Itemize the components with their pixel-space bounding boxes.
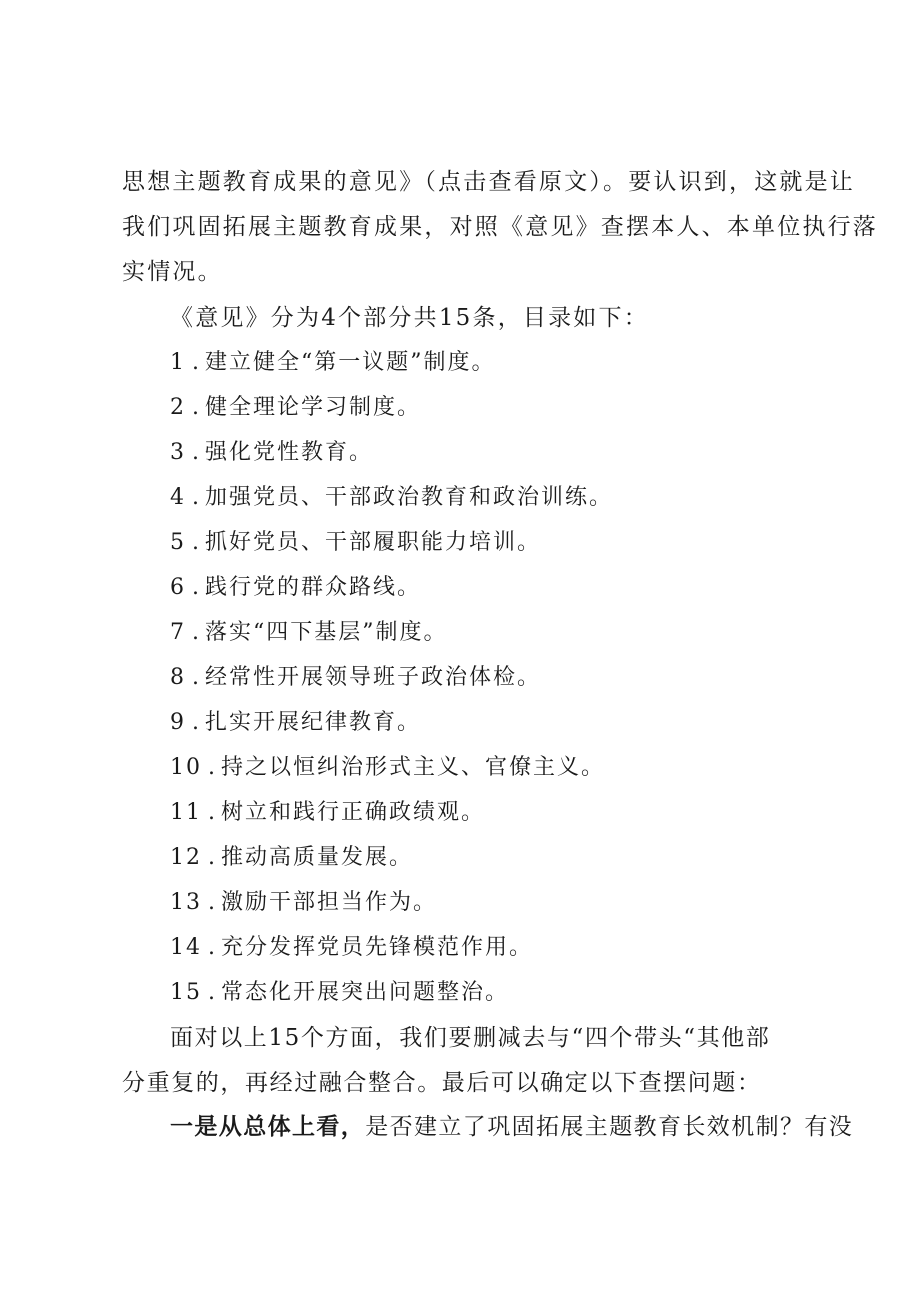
toc-item [170, 438, 373, 468]
toc-item-separator: . [208, 845, 217, 870]
toc-item-number: 13 [170, 890, 202, 915]
toc-item [170, 978, 509, 1008]
toc-item [170, 393, 421, 423]
toc-item-number: 12 [170, 845, 202, 870]
toc-item-separator: . [208, 980, 217, 1005]
toc-item [170, 933, 533, 963]
toc-item-number: 1 [170, 350, 186, 375]
toc-item-number: 9 [170, 710, 186, 735]
toc-item-text: 建立健全“第一议题”制度。 [205, 350, 496, 375]
toc-item-separator: . [192, 575, 201, 600]
toc-item-number: 2 [170, 395, 186, 420]
toc-item-number: 3 [170, 440, 186, 465]
toc-item-separator: . [208, 800, 217, 825]
toc-item-number: 14 [170, 935, 202, 960]
toc-item-separator: . [192, 485, 201, 510]
toc-item [170, 753, 605, 783]
toc-item [170, 798, 485, 828]
toc-item-text: 充分发挥党员先锋模范作用。 [221, 935, 534, 960]
toc-item [170, 708, 421, 738]
toc-item-text: 加强党员、干部政治教育和政治训练。 [205, 485, 614, 510]
toc-item-separator: . [192, 620, 201, 645]
toc-item [170, 618, 448, 648]
toc-item-number: 4 [170, 485, 186, 510]
intro-line-2: 我们巩固拓展主题教育成果，对照《意见》查摆本人、本单位执行落 [122, 214, 878, 240]
toc-item-number: 7 [170, 620, 186, 645]
toc-item-number: 6 [170, 575, 186, 600]
toc-item-text: 健全理论学习制度。 [205, 395, 422, 420]
after-line-1: 面对以上15个方面，我们要删减去与“四个带头“其他部 [170, 1025, 771, 1051]
toc-item-text: 落实“四下基层”制度。 [205, 620, 448, 645]
last-paragraph-rest: 是否建立了巩固拓展主题教育长效机制？有没 [365, 1114, 854, 1140]
toc-item-separator: . [192, 395, 201, 420]
toc-item [170, 663, 541, 693]
toc-item-text: 强化党性教育。 [205, 440, 374, 465]
toc-item-text: 激励干部担当作为。 [221, 890, 438, 915]
toc-item-separator: . [208, 755, 217, 780]
toc-item-separator: . [208, 890, 217, 915]
toc-item-number: 11 [170, 800, 202, 825]
toc-item-separator: . [192, 350, 201, 375]
toc-item-separator: . [192, 710, 201, 735]
toc-item-number: 15 [170, 980, 202, 1005]
toc-item-separator: . [208, 935, 217, 960]
toc-item-text: 经常性开展领导班子政治体检。 [205, 665, 542, 690]
last-paragraph-bold: 一是从总体上看， [170, 1113, 366, 1140]
toc-item-text: 扎实开展纪律教育。 [205, 710, 422, 735]
toc-item [170, 573, 421, 603]
toc-item-text: 树立和践行正确政绩观。 [221, 800, 486, 825]
intro-line-3: 实情况。 [122, 259, 223, 285]
intro-line-1: 思想主题教育成果的意见》（点击查看原文）。要认识到，这就是让 [122, 169, 855, 195]
toc-intro: 《意见》分为4个部分共15条，目录如下： [170, 305, 649, 331]
toc-item-number: 10 [170, 755, 202, 780]
toc-item-text: 践行党的群众路线。 [205, 575, 422, 600]
toc-item-text: 推动高质量发展。 [221, 845, 414, 870]
toc-item-number: 5 [170, 530, 186, 555]
toc-item-text: 常态化开展突出问题整治。 [221, 980, 510, 1005]
toc-item [170, 888, 437, 918]
toc-item-text: 持之以恒纠治形式主义、官僚主义。 [221, 755, 606, 780]
after-line-2: 分重复的，再经过融合整合。最后可以确定以下查摆问题： [122, 1070, 762, 1096]
toc-item-separator: . [192, 530, 201, 555]
last-paragraph [170, 1112, 870, 1142]
toc-item [170, 483, 613, 513]
toc-item [170, 528, 541, 558]
toc-item-separator: . [192, 440, 201, 465]
toc-item-separator: . [192, 665, 201, 690]
toc-item-number: 8 [170, 665, 186, 690]
toc-item [170, 843, 413, 873]
toc-item-text: 抓好党员、干部履职能力培训。 [205, 530, 542, 555]
toc-item [170, 348, 496, 378]
